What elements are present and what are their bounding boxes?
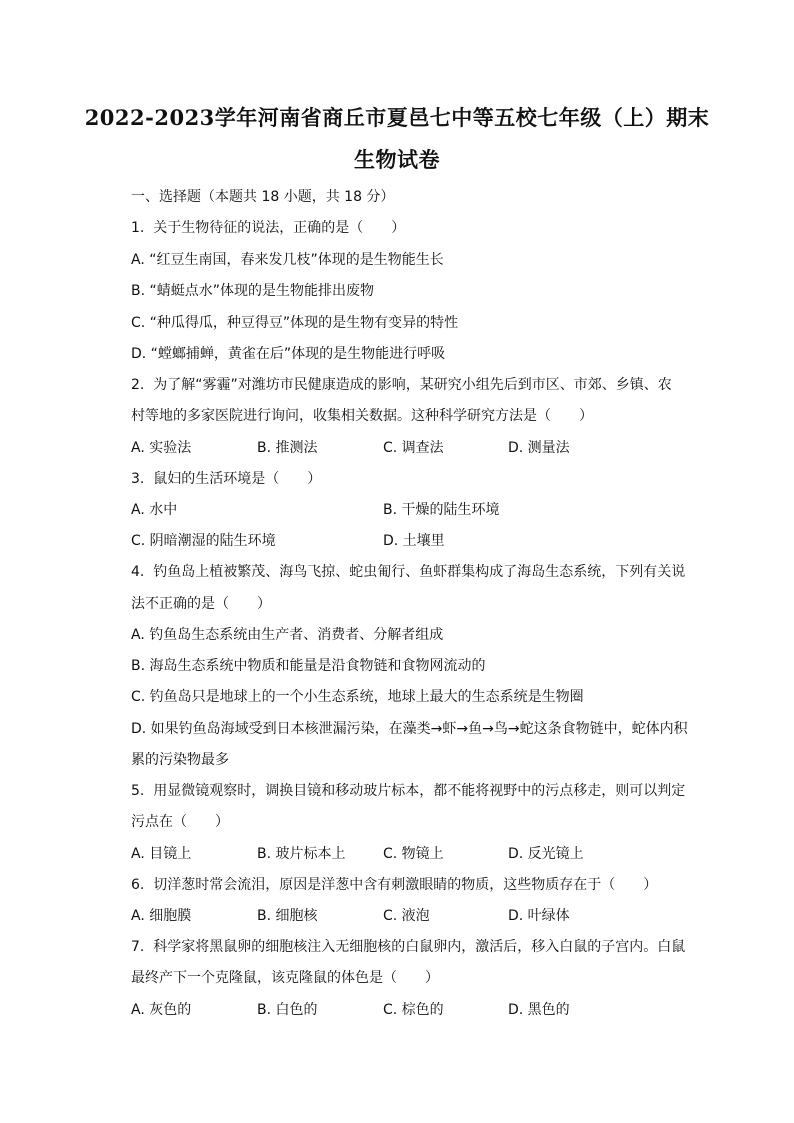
exam-title-line-1: 2022-2023学年河南省商丘市夏邑七中等五校七年级（上）期末 [84,105,710,130]
question-7-stem [131,936,696,956]
question-5-stem-continued: 污点在（ ） [131,814,229,830]
question-text: 关于生物待征的说法，正确的是（ ） [153,220,406,236]
question-6-option-b: B. 细胞核 [257,908,318,924]
question-5-option-b: B. 玻片标本上 [257,846,346,862]
question-number: 3. [131,471,145,487]
question-2-option-b: B. 推测法 [257,440,318,456]
question-2-option-a: A. 实验法 [131,440,192,456]
question-7-option-b: B. 白色的 [257,1002,318,1018]
question-number: 5. [131,783,145,799]
question-1-option-c: C. “种瓜得瓜，种豆得豆”体现的是生物有变异的特性 [131,315,459,331]
question-1-stem [131,217,696,237]
question-4-option-d: D. 如果钓鱼岛海域受到日本核泄漏污染，在藻类→虾→鱼→鸟→蛇这条食物链中，蛇体内积 [131,721,688,737]
question-3-stem [131,468,696,488]
question-2-stem-continued: 村等地的多家医院进行询问，收集相关数据。这种科学研究方法是（ ） [131,408,593,424]
question-4-stem [131,561,696,581]
exam-title-line-2: 生物试卷 [354,147,440,172]
question-7-option-a: A. 灰色的 [131,1002,192,1018]
question-7-stem-continued: 最终产下一个克隆鼠，该克隆鼠的体色是（ ） [131,970,439,986]
question-number: 1. [131,220,145,236]
question-1-option-a: A. “红豆生南国，春来发几枝”体现的是生物能生长 [131,252,444,268]
question-5-stem [131,780,696,800]
question-number: 4. [131,564,145,580]
question-7-option-d: D. 黑色的 [508,1002,570,1018]
section-heading: 一、选择题（本题共 18 小题，共 18 分） [131,189,395,205]
question-text: 用显微镜观察时，调换目镜和移动玻片标本，都不能将视野中的污点移走，则可以判定 [153,783,686,799]
question-6-stem [131,874,696,894]
question-4-option-d-continued: 累的污染物最多 [131,752,229,768]
question-text: 科学家将黑鼠卵的细胞核注入无细胞核的白鼠卵内，激活后，移入白鼠的子宫内。白鼠 [153,939,686,955]
question-5-option-c: C. 物镜上 [383,846,444,862]
question-2-stem [131,374,696,394]
question-2-option-c: C. 调查法 [383,440,444,456]
question-number: 2. [131,377,145,393]
question-1-option-d: D. “螳螂捕蝉，黄雀在后”体现的是生物能进行呼吸 [131,346,446,362]
question-text: 鼠妇的生活环境是（ ） [153,471,322,487]
question-4-option-b: B. 海岛生态系统中物质和能量是沿食物链和食物网流动的 [131,658,486,674]
question-3-option-b: B. 干燥的陆生环境 [383,502,500,518]
question-text: 为了解“雾霾”对潍坊市民健康造成的影响，某研究小组先后到市区、市郊、乡镇、农 [153,377,672,393]
question-4-option-c: C. 钓鱼岛只是地球上的一个小生态系统，地球上最大的生态系统是生物圈 [131,689,584,705]
question-text: 切洋葱时常会流泪，原因是洋葱中含有刺激眼睛的物质，这些物质存在于（ ） [153,877,658,893]
question-5-option-a: A. 目镜上 [131,846,192,862]
question-1-option-b: B. “蜻蜓点水”体现的是生物能排出废物 [131,283,375,299]
question-6-option-c: C. 液泡 [383,908,430,924]
question-7-option-c: C. 棕色的 [383,1002,444,1018]
question-4-stem-continued: 法不正确的是（ ） [131,596,271,612]
question-6-option-a: A. 细胞膜 [131,908,192,924]
question-number: 6. [131,877,145,893]
question-4-option-a: A. 钓鱼岛生态系统由生产者、消费者、分解者组成 [131,627,444,643]
question-3-option-a: A. 水中 [131,502,178,518]
question-5-option-d: D. 反光镜上 [508,846,584,862]
question-3-option-d: D. 土壤里 [383,533,445,549]
question-2-option-d: D. 测量法 [508,440,570,456]
question-number: 7. [131,939,145,955]
question-6-option-d: D. 叶绿体 [508,908,570,924]
question-3-option-c: C. 阴暗潮湿的陆生环境 [131,533,276,549]
question-text: 钓鱼岛上植被繁茂、海鸟飞掠、蛇虫匍行、鱼虾群集构成了海岛生态系统，下列有关说 [153,564,686,580]
